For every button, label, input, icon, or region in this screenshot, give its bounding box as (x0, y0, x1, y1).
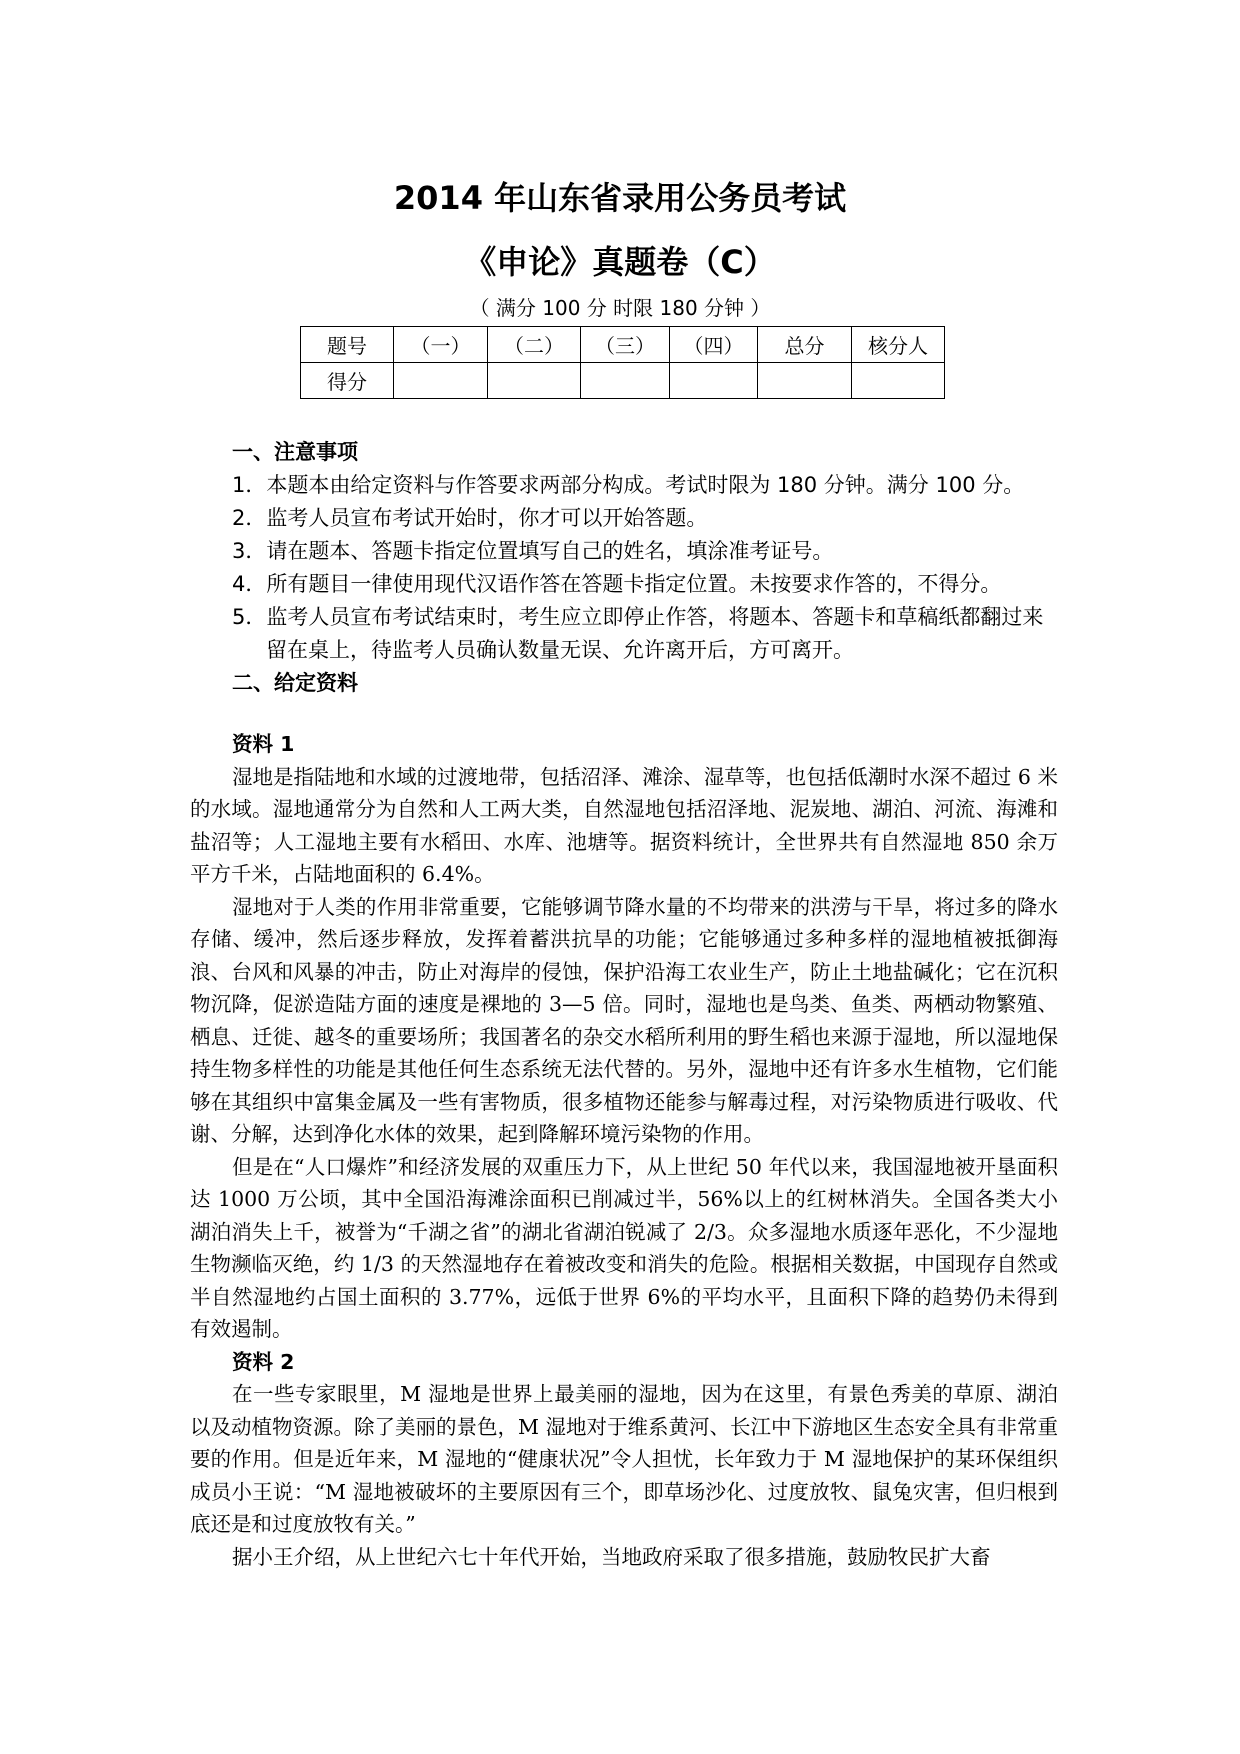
score-entry-cell (670, 363, 758, 399)
notice-item: 2．监考人员宣布考试开始时，你才可以开始答题。 (232, 506, 708, 530)
material-2-label: 资料 2 (232, 1349, 295, 1374)
score-header-cell: （四） (670, 327, 758, 363)
score-header-cell: 题号 (301, 327, 394, 363)
score-header-cell: 总分 (758, 327, 852, 363)
notice-item: 3．请在题本、答题卡指定位置填写自己的姓名，填涂准考证号。 (232, 539, 834, 563)
score-entry-cell (488, 363, 581, 399)
score-row-label: 得分 (301, 363, 394, 399)
material-2-paragraph: 据小王介绍，从上世纪六七十年代开始，当地政府采取了很多措施，鼓励牧民扩大畜 (232, 1544, 991, 1569)
score-table-score-row (301, 363, 945, 399)
score-entry-cell (852, 363, 945, 399)
score-header-cell: （一） (394, 327, 488, 363)
score-header-cell: （二） (488, 327, 581, 363)
notice-item: 1．本题本由给定资料与作答要求两部分构成。考试时限为 180 分钟。满分 100 分。 (232, 473, 1025, 497)
material-1-paragraph: 但是在“人口爆炸”和经济发展的双重压力下，从上世纪 50 年代以来，我国湿地被开垦面积达 1000 万公顷，其中全国沿海滩涂面积已削减过半，56%以上的红树林消失。全国各类大小湖泊消失上千，被誉为“千湖之省”的湖北省湖泊锐减了 2/3。众多湿地水质逐年恶化，不少湿地生物濒临灭绝，约 1/3 的天然湿地存在着被改变和消失的危险。根据相关数据，中国现存自然或半自然湿地约占国土面积的 3.77%，远低于世界 6%的平均水平，且面积下降的趋势仍未得到有效遏制。 (190, 1154, 1058, 1341)
score-header-cell: （三） (581, 327, 670, 363)
notice-section (190, 436, 1058, 700)
score-entry-cell (758, 363, 852, 399)
exam-title: 2014 年山东省录用公务员考试 (393, 179, 847, 217)
score-table-header-row (301, 327, 945, 363)
score-header-cell: 核分人 (852, 327, 945, 363)
notice-item: 4．所有题目一律使用现代汉语作答在答题卡指定位置。未按要求作答的，不得分。 (232, 572, 1002, 596)
materials-heading: 二、给定资料 (232, 671, 358, 695)
notice-heading: 一、注意事项 (232, 440, 358, 464)
material-1-paragraph: 湿地对于人类的作用非常重要，它能够调节降水量的不均带来的洪涝与干旱，将过多的降水存储、缓冲，然后逐步释放，发挥着蓄洪抗旱的功能；它能够通过多种多样的湿地植被抵御海浪、台风和风暴的冲击，防止对海岸的侵蚀，保护沿海工农业生产，防止土地盐碱化；它在沉积物沉降，促淤造陆方面的速度是裸地的 3—5 倍。同时，湿地也是鸟类、鱼类、两栖动物繁殖、栖息、迁徙、越冬的重要场所；我国著名的杂交水稻所利用的野生稻也来源于湿地，所以湿地保持生物多样性的功能是其他任何生态系统无法代替的。另外，湿地中还有许多水生植物，它们能够在其组织中富集金属及一些有害物质，很多植物还能参与解毒过程，对污染物质进行吸收、代谢、分解，达到净化水体的效果，起到降解环境污染物的作用。 (190, 894, 1058, 1146)
material-1-paragraph: 湿地是指陆地和水域的过渡地带，包括沼泽、滩涂、湿草等，也包括低潮时水深不超过 6 米的水域。湿地通常分为自然和人工两大类，自然湿地包括沼泽地、泥炭地、湖泊、河流、海滩和盐沼等；人工湿地主要有水稻田、水库、池塘等。据资料统计，全世界共有自然湿地 850 余万平方千米，占陆地面积的 6.4%。 (190, 764, 1058, 886)
material-1-label: 资料 1 (232, 732, 295, 756)
score-table (300, 326, 945, 399)
score-time-line: （ 满分 100 分 时限 180 分钟 ） (469, 296, 771, 320)
score-entry-cell (581, 363, 670, 399)
exam-subtitle: 《申论》真题卷（C） (464, 243, 776, 281)
score-entry-cell (394, 363, 488, 399)
materials-section (190, 728, 1058, 1573)
material-2-paragraph: 在一些专家眼里，M 湿地是世界上最美丽的湿地，因为在这里，有景色秀美的草原、湖泊以及动植物资源。除了美丽的景色，M 湿地对于维系黄河、长江中下游地区生态安全具有非常重要的作用。但是近年来，M 湿地的“健康状况”令人担忧，长年致力于 M 湿地保护的某环保组织成员小王说：“M 湿地被破坏的主要原因有三个，即草场沙化、过度放牧、鼠兔灾害，但归根到底还是和过度放牧有关。” (190, 1382, 1059, 1536)
notice-item: 5．监考人员宣布考试结束时，考生应立即停止作答，将题本、答题卡和草稿纸都翻过来留在桌上，待监考人员确认数量无误、允许离开后，方可离开。 (232, 605, 1044, 662)
